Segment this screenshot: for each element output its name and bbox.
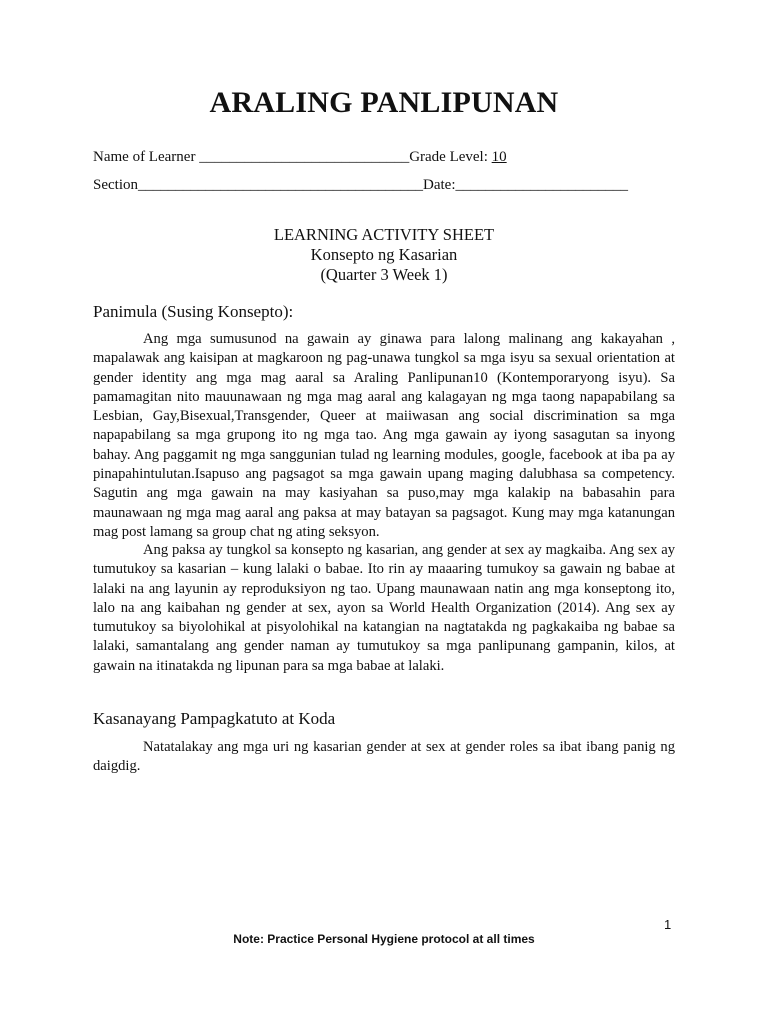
- panimula-paragraph-2: Ang paksa ay tungkol sa konsepto ng kasarian, ang gender at sex ay magkaiba. Ang sex ay tumutukoy sa kasarian – kung lalaki o babae. Ito rin ay maaaring tumukoy sa gawain ng babae at lalaki na ang layunin ay reproduksiyon ng tao. Upang maunawaan natin ang mga konseptong ito, lalo na ang kaibahan ng gender at sex, ayon sa World Health Organization (2014). Ang sex ay tumutukoy sa biyolohikal at pisyolohikal na katangian na nagtatakda ng pagkakaiba ng babae sa lalaki, samantalang ang gender naman ay tumutukoy sa mga panlipunang gampanin, kilos, at gawain na itinatakda ng lipunan para sa mga babae at lalaki.: [93, 542, 675, 674]
- grade-level-value: 10: [491, 149, 507, 165]
- page-number: 1: [664, 917, 672, 932]
- footer-note: Note: Practice Personal Hygiene protocol at all times: [233, 932, 535, 946]
- activity-sheet-title: LEARNING ACTIVITY SHEET: [273, 225, 495, 244]
- document-title: ARALING PANLIPUNAN: [209, 86, 559, 119]
- activity-topic: Konsepto ng Kasarian: [310, 245, 458, 264]
- panimula-heading: Panimula (Susing Konsepto):: [93, 302, 294, 321]
- date-blank: _______________________: [455, 177, 628, 193]
- name-of-learner-label: Name of Learner: [93, 149, 196, 165]
- date-label: Date:: [423, 177, 456, 193]
- kasanayan-paragraph: Natatalakay ang mga uri ng kasarian gender at sex at gender roles sa ibat ibang panig ng daigdig.: [93, 739, 675, 775]
- section-blank: ______________________________________: [138, 177, 423, 193]
- name-of-learner-blank: ____________________________: [199, 149, 410, 165]
- learner-info-line: [93, 149, 507, 166]
- grade-level-label: Grade Level:: [409, 149, 492, 165]
- panimula-paragraph-1: Ang mga sumusunod na gawain ay ginawa para lalong malinang ang kakayahan , mapalawak ang kaisipan at magkaroon ng pag-unawa tungkol sa mga isyu sa sexual orientation at gender identity ang mga mag aaral sa Araling Panlipunan10 (Kontemporaryong isyu). Sa pamamagitan nito mauunawaan ng mga mag aaral ang kalagayan ng mga taong napapabilang sa Lesbian, Gay,Bisexual,Transgender, Queer at maiiwasan ang social discrimination sa mga napapabilang sa mga grupong ito ng mga tao. Ang mga gawain ay iyong sasagutan sa inyong bahay. Ang paggamit ng mga sanggunian tulad ng learning modules, google, facebook at iba pa ay pinapahintulutan.Isapuso ang pagsagot sa mga gawain upang maging dalubhasa sa competency. Sagutin ang mga gawain na may kasiyahan sa puso,may mga kalakip na babasahin para maunawaan ng mga mag aaral ang paksa at may batayan sa pagsagot. Kung may mga katanungan mag post lamang sa group chat ng ating seksyon.: [93, 331, 675, 540]
- section-date-line: [93, 177, 628, 194]
- kasanayan-heading: Kasanayang Pampagkatuto at Koda: [93, 709, 336, 728]
- activity-heading: [0, 225, 768, 285]
- activity-quarter: (Quarter 3 Week 1): [320, 265, 448, 284]
- section-label: Section: [93, 177, 138, 193]
